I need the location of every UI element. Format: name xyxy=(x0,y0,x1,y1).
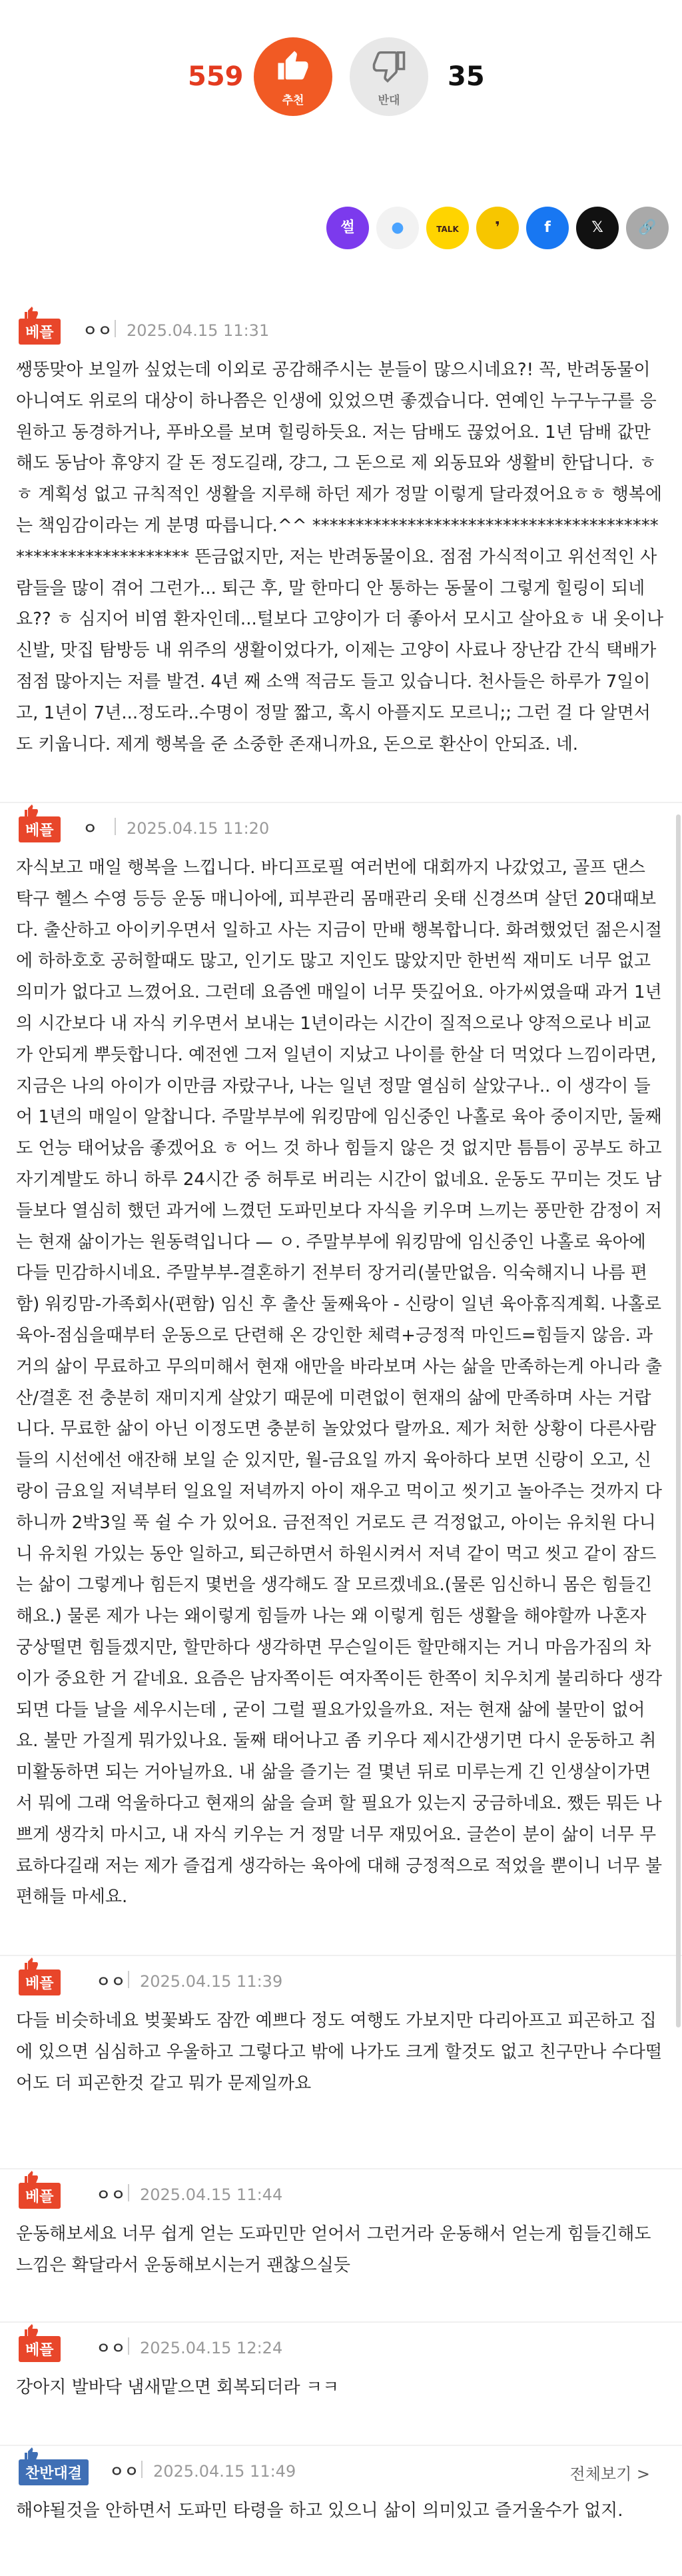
comment-date: 2025.04.15 11:20 xyxy=(127,819,270,838)
kakaostory-icon: ❜ xyxy=(495,219,500,236)
comment-text: 운동해보세요 너무 쉽게 얻는 도파민만 얻어서 그런거라 운동해서 얻는게 힘들긴해도 느낌은 확달라서 운동해보시는거 괜찮으실듯 xyxy=(16,2224,651,2275)
share-bar xyxy=(319,207,669,253)
comment-date: 2025.04.15 11:31 xyxy=(127,321,270,340)
upvote-button[interactable] xyxy=(254,37,332,116)
best-badge xyxy=(19,2446,83,2483)
badge-label: 찬반대결 xyxy=(19,2459,89,2485)
comment-header xyxy=(16,2169,666,2209)
best-badge xyxy=(19,803,59,840)
comment-author[interactable]: ㅇㅇ xyxy=(109,2463,139,2481)
comment-author[interactable]: ㅇㅇ xyxy=(96,1973,126,1991)
comment-author[interactable]: ㅇㅇ xyxy=(96,2340,126,2357)
comment-text: 강아지 발바닥 냄새맡으면 회복되더라 ㅋㅋ xyxy=(16,2377,340,2397)
comment-date: 2025.04.15 12:24 xyxy=(140,2339,283,2357)
band-icon: 썰 xyxy=(340,219,355,236)
comment-item xyxy=(0,803,682,1956)
comment-item xyxy=(0,1956,682,2169)
comment-date: 2025.04.15 11:49 xyxy=(153,2462,296,2481)
share-kakaostory-button[interactable] xyxy=(476,207,519,249)
comment-header xyxy=(16,2446,666,2486)
scrollbar[interactable] xyxy=(676,814,681,2027)
comment-item xyxy=(0,305,682,803)
best-badge xyxy=(19,2323,59,2360)
comment-header xyxy=(16,1956,666,1996)
comment-item xyxy=(0,2446,682,2576)
share-kakaotalk-button[interactable] xyxy=(426,207,469,249)
comment-item xyxy=(0,2323,682,2446)
comment-date: 2025.04.15 11:39 xyxy=(140,1972,283,1991)
divider xyxy=(115,320,116,337)
x-icon: 𝕏 xyxy=(591,219,603,236)
best-badge xyxy=(19,1956,59,1993)
comment-text: 쌩뚱맞아 보일까 싶었는데 이외로 공감해주시는 분들이 많으시네요?! 꼭, 반려동물이 아니여도 위로의 대상이 하나쯤은 인생에 있었으면 좋겠습니다. 연예인 누구누구를 응원하고 동경하거나, 푸바오를 보며 힐링하듯요. 저는 담배도 끊었어요. 1년 담배 값만해도 동남아 휴양지 갈 돈 정도길래, 걍그, 그 돈으로 제 외동묘와 생활비 한답니다. ㅎㅎ 계획성 없고 규칙적인 생활을 지루해 하던 제가 정말 이렇게 달라졌어요ㅎㅎ 행복에는 책임감이라는 게 분명 따릅니다.^^ ************************************************************ 뜬금없지만, 저는 반려동물이요. 점점 가식적이고 위선적인 사람들을 많이 겪어 그런가... 퇴근 후, 말 한마디 안 통하는 동물이 그렇게 힐링이 되네요?? ㅎ 심지어 비염 환자인데...털보다 고양이가 더 좋아서 모시고 살아요ㅎ 내 옷이나 신발, 맛집 탐방등 내 위주의 생활이었다가, 이제는 고양이 사료나 장난감 간식 택배가 점점 많아지는 저를 발견. 4년 째 소액 적금도 들고 있습니다. 천사들은 하루가 7일이고, 1년이 7년...정도라..수명이 정말 짧고, 혹시 아플지도 모르니;; 그런 걸 다 알면서도 키웁니다. 제게 행복을 준 소중한 존재니까요, 돈으로 환산이 안되죠. 네. xyxy=(16,360,664,754)
divider xyxy=(128,1971,129,1988)
comment-text: 다들 비슷하네요 벚꽃봐도 잠깐 예쁘다 정도 여행도 가보지만 다리아프고 피곤하고 집에 있으면 심심하고 우울하고 그렇다고 밖에 나가도 크게 할것도 없고 친구만나 수다떨어도 더 피곤한것 같고 뭐가 문제일까요 xyxy=(16,2011,662,2093)
comment-header xyxy=(16,803,666,843)
divider xyxy=(128,2184,129,2201)
share-dots-button[interactable] xyxy=(376,207,419,249)
comment-header xyxy=(16,2323,666,2363)
dots-icon: ● xyxy=(391,219,404,236)
downvote-count: 35 xyxy=(448,61,485,92)
thumbs-up-icon xyxy=(275,48,311,84)
share-band-button[interactable] xyxy=(326,207,369,249)
badge-label: 베플 xyxy=(19,2336,61,2362)
comment-author[interactable]: ㅇㅇ xyxy=(96,2187,126,2204)
badge-label: 베플 xyxy=(19,319,61,345)
best-badge xyxy=(19,305,59,343)
thumbs-down-icon xyxy=(371,48,407,84)
facebook-icon: f xyxy=(544,219,551,236)
divider xyxy=(115,818,116,835)
divider xyxy=(141,2461,143,2478)
downvote-label: 반대 xyxy=(378,94,400,107)
comment-item xyxy=(0,2169,682,2323)
downvote-button[interactable] xyxy=(350,37,428,116)
divider xyxy=(128,2337,129,2355)
vote-bar xyxy=(0,23,682,136)
view-all-link[interactable]: 전체보기 > xyxy=(569,2465,650,2483)
comment-header xyxy=(16,305,666,345)
upvote-count: 559 xyxy=(188,61,244,92)
badge-label: 베플 xyxy=(19,1969,61,1995)
link-icon: 🔗 xyxy=(638,219,657,236)
comment-author[interactable]: ㅇ xyxy=(83,820,98,838)
comment-text: 해야될것을 안하면서 도파민 타령을 하고 있으니 삶이 의미있고 즐거울수가 없지. xyxy=(16,2501,623,2521)
kakaotalk-icon: TALK xyxy=(436,225,459,234)
share-link-button[interactable] xyxy=(626,207,669,249)
upvote-label: 추천 xyxy=(282,94,304,107)
comment-date: 2025.04.15 11:44 xyxy=(140,2185,283,2204)
best-badge xyxy=(19,2169,59,2207)
comment-author[interactable]: ㅇㅇ xyxy=(83,323,113,340)
comment-text: 자식보고 매일 행복을 느낍니다. 바디프로필 여러번에 대회까지 나갔었고, 골프 댄스 탁구 헬스 수영 등등 운동 매니아에, 피부관리 몸매관리 옷태 신경쓰며 살던 20대때보다. 출산하고 아이키우면서 일하고 사는 지금이 만배 행복합니다. 화려했었던 젊은시절에 하하호호 공허할때도 많고, 인기도 많고 지인도 많았지만 한번씩 재미도 너무 없고 의미가 없다고 느꼈어요. 그런데 요즘엔 매일이 너무 뜻깊어요. 아가씨였을때 과거 1년의 시간보다 내 자식 키우면서 보내는 1년이라는 시간이 질적으로나 양적으로나 비교가 안되게 뿌듯합니다. 예전엔 그저 일년이 지났고 나이를 한살 더 먹었다 느낌이라면, 지금은 나의 아이가 이만큼 자랐구나, 나는 일년 정말 열심히 살았구나.. 이 생각이 들어 1년의 매일이 알찹니다. 주말부부에 워킹맘에 임신중인 나홀로 육아 중이지만, 둘째도 언능 태어났음 좋겠어요 ㅎ 어느 것 하나 힘들지 않은 것 없지만 틈틈이 공부도 하고 자기계발도 하니 하루 24시간 중 허투로 버리는 시간이 없네요. 운동도 꾸미는 것도 남들보다 열심히 했던 과거에 느꼈던 도파민보다 자식을 키우며 느끼는 풍만한 감정이 저는 현재 삶이가는 원동력입니다 — ㅇ. 주말부부에 워킹맘에 임신중인 나홀로 육아에 다들 민감하시네요. 주말부부-결혼하기 전부터 장거리(불만없음. 익숙해지니 나름 편함) 워킹맘-가족회사(편함) 임신 후 출산 둘째육아 - 신랑이 일년 육아휴직계획. 나홀로 육아-점심을때부터 운동으로 단련해 온 강인한 체력+긍정적 마인드=힘들지 않음. 과거의 삶이 무료하고 무의미해서 현재 애만을 바라보며 사는 삶을 만족하는게 아니라 출산/결혼 전 충분히 재미지게 살았기 때문에 미련없이 현재의 삶에 만족하며 사는 거랍니다. 무료한 삶이 아닌 이정도면 충분히 놀았었다 랄까요. 제가 처한 상황이 다른사람들의 시선에선 애잔해 보일 순 있지만, 월-금요일 까지 육아하다 보면 신랑이 오고, 신랑이 금요일 저녁부터 일요일 저녁까지 아이 재우고 먹이고 씻기고 놀아주는 것까지 다하니까 2박3일 푹 쉴 수 가 있어요. 금전적인 거로도 큰 걱정없고, 아이는 유치원 다니니 유치원 가있는 동안 일하고, 퇴근하면서 하원시켜서 저녁 같이 먹고 씻고 같이 잠드는 삶이 그렇게나 힘든지 몇번을 생각해도 잘 모르겠네요.(물론 임신하니 몸은 힘들긴 해요.) 물론 제가 나는 왜이렇게 힘들까 나는 왜 이렇게 힘든 생활을 해야할까 나혼자 궁상떨면 힘들겠지만, 할만하다 생각하면 무슨일이든 할만해지는 거니 마음가짐의 차이가 중요한 거 같네요. 요즘은 남자쪽이든 여자쪽이든 한쪽이 치우치게 불리하다 생각되면 다들 날을 세우시는데 , 굳이 그럴 필요가있을까요. 저는 현재 삶에 불만이 없어요. 불만 가질게 뭐가있나요. 둘째 태어나고 좀 키우다 제시간생기면 다시 운동하고 취미활동하면 되는 거아닐까요. 내 삶을 즐기는 걸 몇년 뒤로 미루는게 긴 인생살이가면서 뭐에 그래 억울하다고 현재의 삶을 슬퍼 할 필요가 있는지 궁금하네요. 쨌든 뭐든 나쁘게 생각치 마시고, 내 자식 키우는 거 정말 너무 재밌어요. 글쓴이 분이 삶이 너무 무료하다길래 저는 제가 즐겁게 생각하는 육아에 대해 긍정적으로 적었을 뿐이니 너무 불편해들 마세요. xyxy=(16,858,662,1908)
share-x-button[interactable] xyxy=(576,207,619,249)
badge-label: 베플 xyxy=(19,816,61,842)
share-facebook-button[interactable] xyxy=(526,207,569,249)
badge-label: 베플 xyxy=(19,2183,61,2209)
